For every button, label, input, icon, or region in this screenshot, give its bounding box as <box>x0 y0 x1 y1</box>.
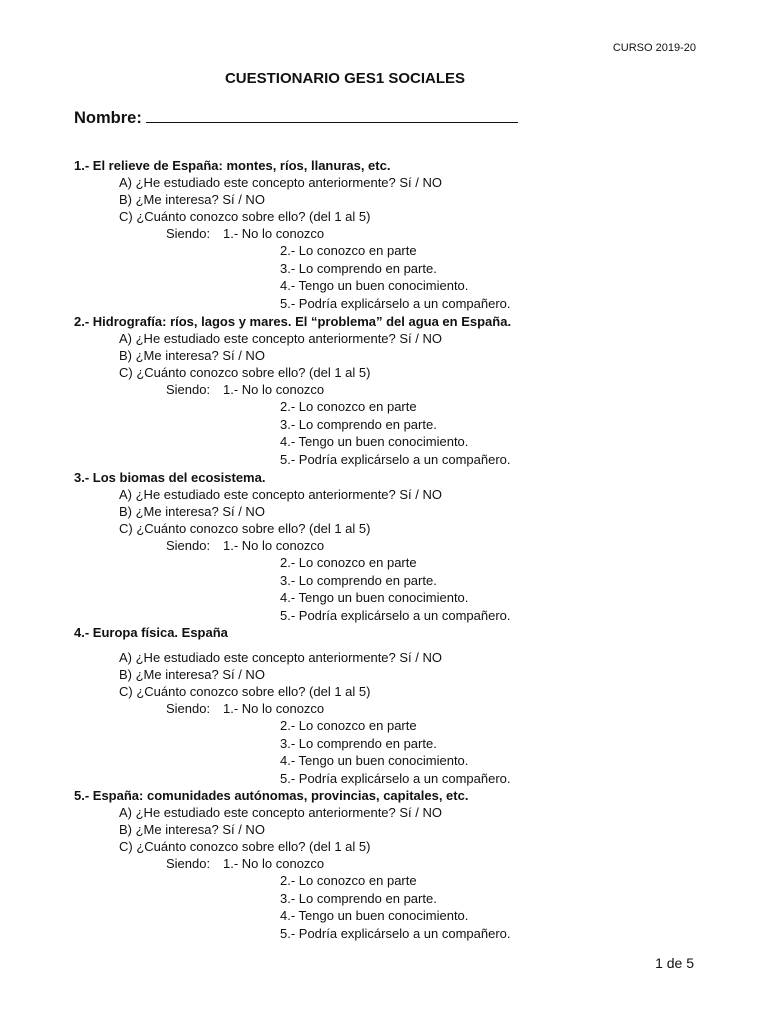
scale-level-3: 3.- Lo comprendo en parte. <box>280 735 437 751</box>
question-a: A) ¿He estudiado este concepto anteriormente? Sí / NO <box>119 175 443 190</box>
name-blank-line[interactable] <box>146 108 518 123</box>
scale-level-3: 3.- Lo comprendo en parte. <box>280 260 437 276</box>
question-section-2 <box>74 313 511 468</box>
scale-levels <box>74 855 511 942</box>
section-heading: 4.- Europa física. España <box>74 625 228 640</box>
scale-level-2: 2.- Lo conozco en parte <box>280 873 417 889</box>
question-c: C) ¿Cuánto conozco sobre ello? (del 1 al 5) <box>119 365 371 380</box>
question-b: B) ¿Me interesa? Sí / NO <box>119 822 265 837</box>
name-label: Nombre: <box>74 109 142 127</box>
question-a: A) ¿He estudiado este concepto anteriormente? Sí / NO <box>119 487 443 502</box>
scale-lead: Siendo: <box>166 382 211 397</box>
scale-level-4: 4.- Tengo un buen conocimiento. <box>280 908 469 924</box>
question-b: B) ¿Me interesa? Sí / NO <box>119 504 265 519</box>
section-heading: 3.- Los biomas del ecosistema. <box>74 470 266 485</box>
question-c: C) ¿Cuánto conozco sobre ello? (del 1 al 5) <box>119 684 371 699</box>
section-heading: 2.- Hidrografía: ríos, lagos y mares. El “problema” del agua en España. <box>74 314 512 329</box>
scale-level-4: 4.- Tengo un buen conocimiento. <box>280 753 469 769</box>
scale-level-5: 5.- Podría explicárselo a un compañero. <box>280 770 511 786</box>
page-number: 1 de 5 <box>655 955 694 971</box>
scale-level-1: 1.- No lo conozco <box>223 538 325 553</box>
scale-lead: Siendo: <box>166 701 211 716</box>
question-section-1 <box>74 157 511 312</box>
scale-lead: Siendo: <box>166 538 211 553</box>
scale-level-3: 3.- Lo comprendo en parte. <box>280 572 437 588</box>
question-a: A) ¿He estudiado este concepto anteriormente? Sí / NO <box>119 805 443 820</box>
question-c: C) ¿Cuánto conozco sobre ello? (del 1 al 5) <box>119 521 371 536</box>
scale-level-3: 3.- Lo comprendo en parte. <box>280 416 437 432</box>
scale-level-4: 4.- Tengo un buen conocimiento. <box>280 434 469 450</box>
scale-levels <box>74 537 511 624</box>
question-c: C) ¿Cuánto conozco sobre ello? (del 1 al 5) <box>119 839 371 854</box>
scale-level-1: 1.- No lo conozco <box>223 382 325 397</box>
scale-level-1: 1.- No lo conozco <box>223 701 325 716</box>
scale-level-5: 5.- Podría explicárselo a un compañero. <box>280 295 511 311</box>
question-section-3 <box>74 469 511 624</box>
scale-level-5: 5.- Podría explicárselo a un compañero. <box>280 925 511 941</box>
section-heading: 1.- El relieve de España: montes, ríos, llanuras, etc. <box>74 158 391 173</box>
scale-lead: Siendo: <box>166 226 211 241</box>
question-b: B) ¿Me interesa? Sí / NO <box>119 667 265 682</box>
scale-level-1: 1.- No lo conozco <box>223 226 325 241</box>
section-heading: 5.- España: comunidades autónomas, provincias, capitales, etc. <box>74 788 469 803</box>
scale-level-3: 3.- Lo comprendo en parte. <box>280 890 437 906</box>
scale-level-2: 2.- Lo conozco en parte <box>280 718 417 734</box>
scale-level-1: 1.- No lo conozco <box>223 856 325 871</box>
scale-levels <box>74 225 511 312</box>
question-section-4 <box>74 624 511 787</box>
question-b: B) ¿Me interesa? Sí / NO <box>119 348 265 363</box>
scale-level-2: 2.- Lo conozco en parte <box>280 399 417 415</box>
scale-level-5: 5.- Podría explicárselo a un compañero. <box>280 451 511 467</box>
scale-levels <box>74 700 511 787</box>
course-year: CURSO 2019-20 <box>612 42 696 54</box>
question-c: C) ¿Cuánto conozco sobre ello? (del 1 al 5) <box>119 209 371 224</box>
scale-levels <box>74 381 511 468</box>
question-section-5 <box>74 787 511 942</box>
question-a: A) ¿He estudiado este concepto anteriormente? Sí / NO <box>119 650 443 665</box>
scale-level-4: 4.- Tengo un buen conocimiento. <box>280 278 469 294</box>
scale-level-2: 2.- Lo conozco en parte <box>280 243 417 259</box>
scale-lead: Siendo: <box>166 856 211 871</box>
scale-level-4: 4.- Tengo un buen conocimiento. <box>280 590 469 606</box>
name-field <box>74 108 518 128</box>
scale-level-2: 2.- Lo conozco en parte <box>280 555 417 571</box>
scale-level-5: 5.- Podría explicárselo a un compañero. <box>280 607 511 623</box>
question-b: B) ¿Me interesa? Sí / NO <box>119 192 265 207</box>
question-a: A) ¿He estudiado este concepto anteriormente? Sí / NO <box>119 331 443 346</box>
document-title: CUESTIONARIO GES1 SOCIALES <box>224 70 466 87</box>
